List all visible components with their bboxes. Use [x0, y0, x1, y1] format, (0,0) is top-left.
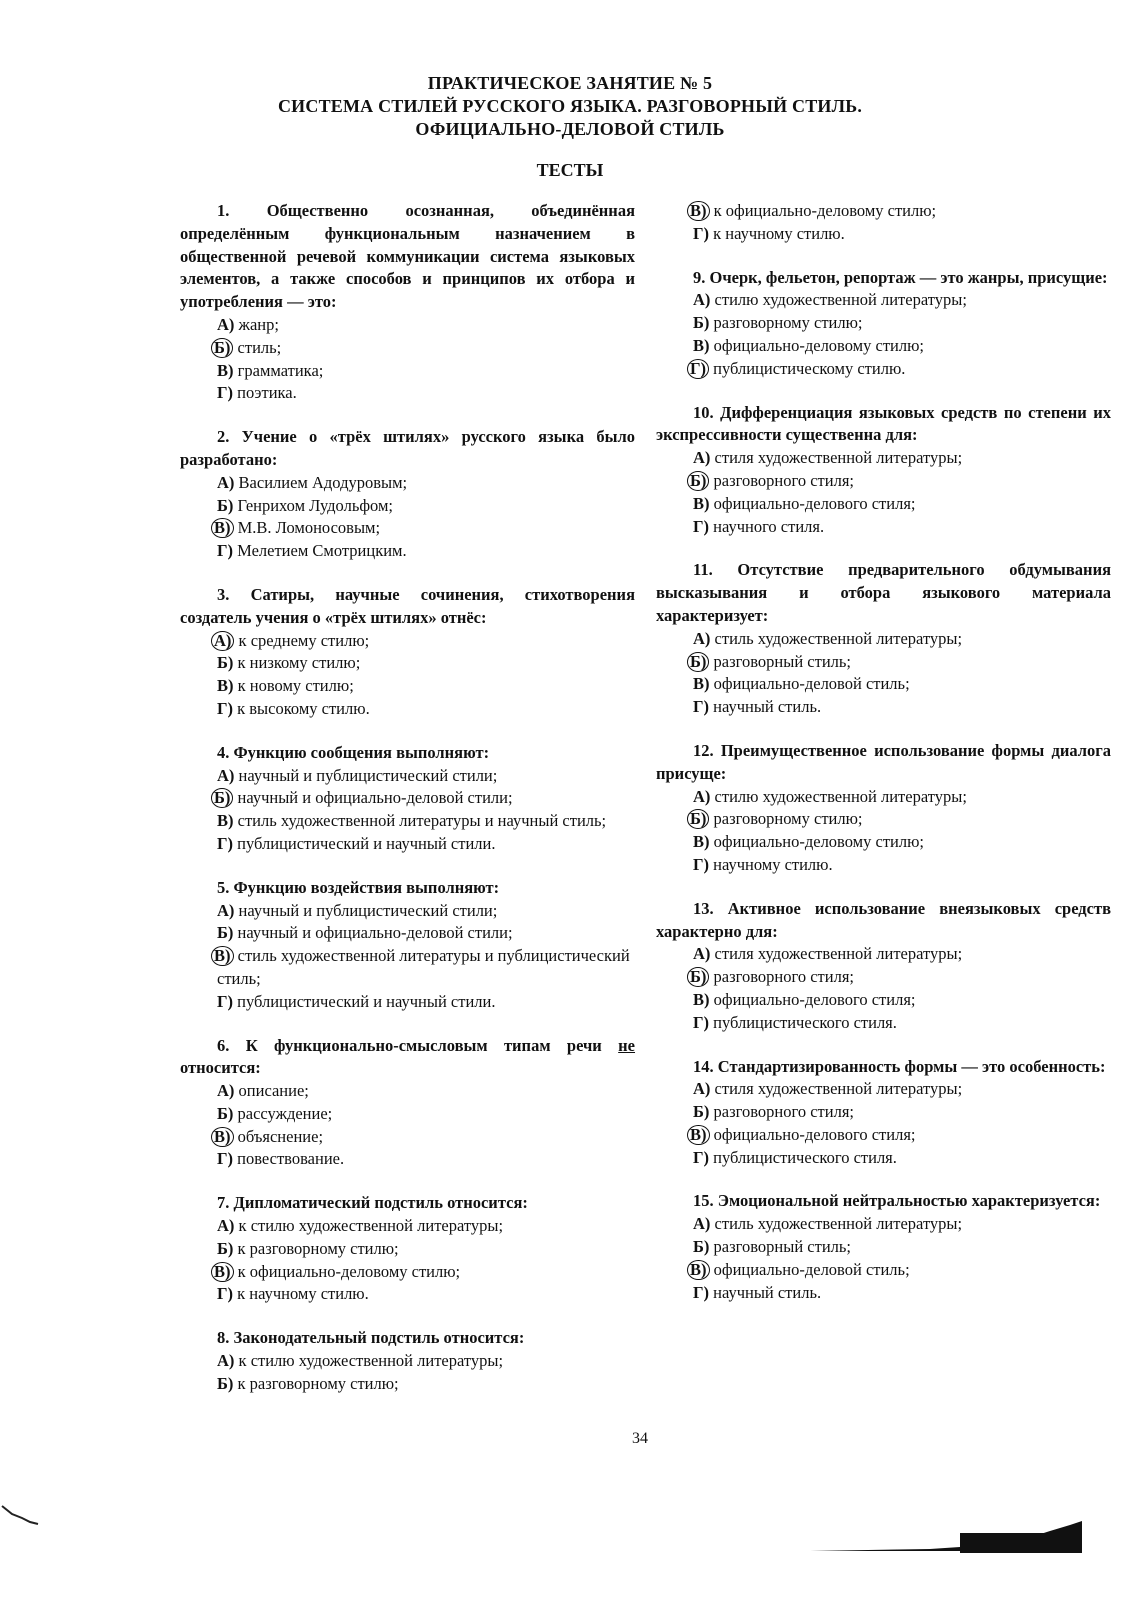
question-text: 10. Дифференциация языковых средств по степени их экспрессивности существенна для: — [656, 402, 1111, 445]
header-line-1: ПРАКТИЧЕСКОЕ ЗАНЯТИЕ № 5 — [427, 73, 713, 93]
question-4 — [180, 742, 635, 856]
page-header — [180, 72, 960, 141]
option-a: А) научный и публицистический стили; — [217, 765, 498, 785]
negation-underlined: не — [618, 1035, 636, 1055]
question-text: 15. Эмоциональной нейтральностью характеризуется: — [693, 1191, 1101, 1211]
option-d: Г) к научному стилю. — [693, 223, 845, 243]
option-b-selected: Б) разговорного стиля; — [656, 470, 1111, 493]
option-d: Г) повествование. — [217, 1149, 345, 1169]
option-d: Г) к высокому стилю. — [217, 698, 370, 718]
option-a: А) к стилю художественной литературы; — [217, 1351, 504, 1371]
option-b-selected: Б) стиль; — [180, 337, 635, 360]
option-b-selected: Б) разговорного стиля; — [656, 966, 1111, 989]
question-text: 1. Общественно осознанная, объединённая определённым функциональным назначением в общественной речевой коммуникации система языковых элементов, а также способов и принципов их отбора и употребления — это: — [180, 201, 635, 312]
question-11 — [656, 559, 1111, 719]
question-2 — [180, 426, 635, 563]
question-3 — [180, 584, 635, 721]
option-c: В) к новому стилю; — [217, 676, 354, 696]
option-c-selected: В) к официально-деловому стилю; — [180, 1261, 635, 1284]
option-c-selected: В) объяснение; — [180, 1126, 635, 1149]
option-d: Г) Мелетием Смотрицким. — [217, 541, 407, 561]
option-c: В) официально-делового стиля; — [693, 493, 916, 513]
question-9 — [656, 267, 1111, 381]
question-5 — [180, 877, 635, 1014]
option-b: Б) разговорный стиль; — [693, 1237, 851, 1257]
option-b: Б) Генрихом Лудольфом; — [217, 495, 394, 515]
option-a: А) жанр; — [217, 314, 279, 334]
option-d: Г) публицистический и научный стили. — [217, 991, 496, 1011]
option-c: В) стиль художественной литературы и научный стиль; — [217, 811, 607, 831]
question-text: 12. Преимущественное использование формы диалога присуще: — [656, 740, 1111, 783]
scan-artifact-bottom-left — [0, 1500, 50, 1530]
question-text: 9. Очерк, фельетон, репортаж — это жанры, присущие: — [693, 267, 1108, 287]
option-d: Г) к научному стилю. — [217, 1284, 369, 1304]
question-8 — [180, 1327, 635, 1395]
question-text: 2. Учение о «трёх штилях» русского языка было разработано: — [180, 427, 635, 469]
option-a: А) Василием Адодуровым; — [217, 472, 408, 492]
option-c: В) официально-деловому стилю; — [693, 832, 924, 852]
option-a: А) стиля художественной литературы; — [693, 448, 963, 468]
scan-artifact-bottom-right — [810, 1515, 1090, 1555]
right-column — [656, 200, 1111, 1325]
option-a: А) стиля художественной литературы; — [693, 1079, 963, 1099]
question-text: 14. Стандартизированность формы — это особенность: — [693, 1056, 1106, 1076]
tests-heading: ТЕСТЫ — [536, 160, 604, 180]
option-d: Г) научному стилю. — [693, 854, 833, 874]
header-line-3: ОФИЦИАЛЬНО-ДЕЛОВОЙ СТИЛЬ — [415, 119, 725, 139]
option-b: Б) научный и официально-деловой стили; — [217, 923, 513, 943]
option-c-selected: В) к официально-деловому стилю; — [656, 200, 1111, 223]
option-a: А) к стилю художественной литературы; — [217, 1216, 504, 1236]
question-6 — [180, 1035, 635, 1172]
option-c-selected: В) официально-деловой стиль; — [656, 1259, 1111, 1282]
option-b: Б) к низкому стилю; — [217, 653, 361, 673]
option-c: В) официально-деловому стилю; — [693, 335, 924, 355]
option-c: В) официально-деловой стиль; — [693, 674, 910, 694]
option-d: Г) научный стиль. — [693, 1282, 822, 1302]
question-12 — [656, 740, 1111, 877]
question-text: 11. Отсутствие предварительного обдумывания высказывания и отбора языкового материала характеризует: — [656, 560, 1111, 625]
option-d: Г) публицистический и научный стили. — [217, 833, 496, 853]
question-10 — [656, 402, 1111, 539]
header-line-2: СИСТЕМА СТИЛЕЙ РУССКОГО ЯЗЫКА. РАЗГОВОРНЫЙ СТИЛЬ. — [277, 96, 863, 116]
question-15 — [656, 1190, 1111, 1304]
question-text: 6. К функционально-смысловым типам речи не относится: — [180, 1035, 636, 1078]
question-text: 7. Дипломатический подстиль относится: — [217, 1193, 528, 1213]
option-b: Б) к разговорному стилю; — [217, 1373, 399, 1393]
option-a: А) описание; — [217, 1081, 309, 1101]
option-b: Б) разговорного стиля; — [693, 1102, 854, 1122]
option-d: Г) публицистического стиля. — [693, 1147, 897, 1167]
option-b-selected: Б) разговорный стиль; — [656, 651, 1111, 674]
option-c: В) грамматика; — [217, 360, 324, 380]
question-1 — [180, 200, 635, 405]
option-b: Б) рассуждение; — [217, 1103, 333, 1123]
question-text: 13. Активное использование внеязыковых средств характерно для: — [656, 898, 1111, 941]
option-a: А) стиля художественной литературы; — [693, 944, 963, 964]
option-d-selected: Г) публицистическому стилю. — [656, 358, 1111, 381]
page-number: 34 — [632, 1430, 648, 1447]
question-8-continued — [656, 200, 1111, 246]
question-text: 3. Сатиры, научные сочинения, стихотворения создатель учения о «трёх штилях» отнёс: — [180, 584, 635, 627]
question-text: 8. Законодательный подстиль относится: — [217, 1328, 525, 1348]
option-a: А) стиль художественной литературы; — [693, 628, 963, 648]
option-d: Г) научного стиля. — [693, 516, 825, 536]
question-7 — [180, 1192, 635, 1306]
option-c-selected: В) официально-делового стиля; — [656, 1124, 1111, 1147]
question-text: 5. Функцию воздействия выполняют: — [217, 877, 500, 897]
option-a: А) стилю художественной литературы; — [693, 290, 967, 310]
option-d: Г) поэтика. — [217, 383, 297, 403]
option-a-selected: А) к среднему стилю; — [180, 630, 635, 653]
option-a: А) научный и публицистический стили; — [217, 900, 498, 920]
question-14 — [656, 1056, 1111, 1170]
option-b-selected: Б) разговорному стилю; — [656, 808, 1111, 831]
option-a: А) стилю художественной литературы; — [693, 786, 967, 806]
option-d: Г) публицистического стиля. — [693, 1012, 897, 1032]
question-13 — [656, 898, 1111, 1035]
left-column — [180, 200, 635, 1417]
option-b: Б) разговорному стилю; — [693, 313, 863, 333]
option-c-selected: В) М.В. Ломоносовым; — [180, 517, 635, 540]
option-b: Б) к разговорному стилю; — [217, 1238, 399, 1258]
option-b-selected: Б) научный и официально-деловой стили; — [180, 787, 635, 810]
option-a: А) стиль художественной литературы; — [693, 1214, 963, 1234]
option-c: В) официально-делового стиля; — [693, 989, 916, 1009]
question-text: 4. Функцию сообщения выполняют: — [217, 742, 490, 762]
option-c-selected: В) стиль художественной литературы и публицистический стиль; — [180, 945, 635, 991]
option-d: Г) научный стиль. — [693, 697, 822, 717]
